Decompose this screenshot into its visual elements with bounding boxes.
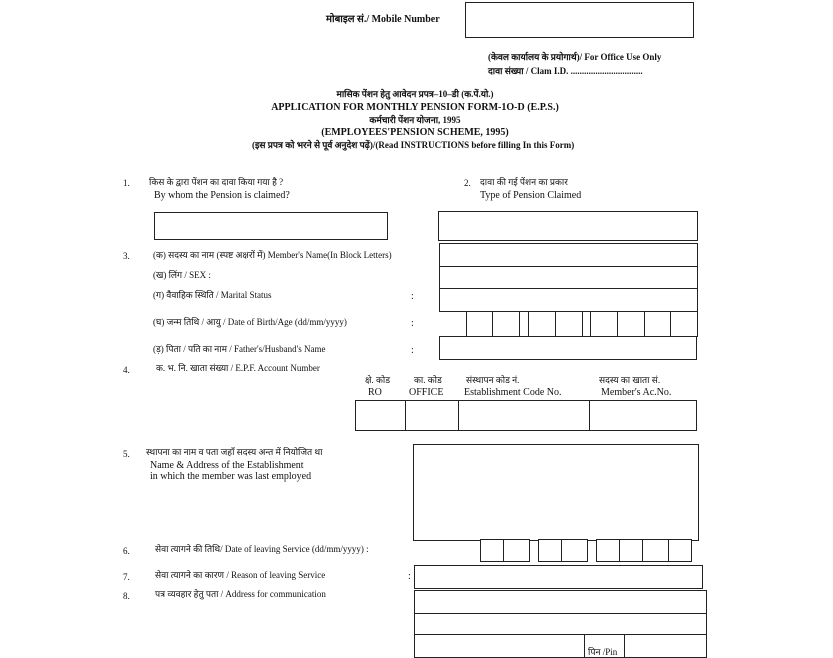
establishment-header: Establishment Code No.: [464, 387, 562, 398]
dob-cell[interactable]: [670, 311, 698, 337]
establishment-address-input[interactable]: [413, 444, 699, 541]
dob-cell[interactable]: [555, 311, 583, 337]
member-name-label: (क) सदस्य का नाम (स्पष्ट अक्षरों में) Member's Name(In Block Letters): [153, 250, 392, 260]
mobile-number-label: मोबाइल सं./ Mobile Number: [326, 14, 440, 25]
dob-cell[interactable]: [492, 311, 520, 337]
dob-colon: :: [411, 318, 414, 329]
father-name-label: (ड़) पिता / पति का नाम / Father's/Husband's Name: [153, 344, 326, 354]
leaving-reason-colon: :: [408, 571, 411, 582]
father-name-input[interactable]: [439, 336, 697, 360]
marital-colon: :: [411, 291, 414, 302]
ro-code-input[interactable]: [355, 400, 406, 431]
address-line-2-input[interactable]: [414, 613, 707, 635]
q5-number: 5.: [123, 449, 130, 459]
claim-id-label: दावा संख्या / Clam I.D. ................................: [488, 66, 643, 76]
leaving-date-label: सेवा त्यागने की तिथि/ Date of leaving Service (dd/mm/yyyy) :: [155, 544, 369, 554]
scheme-title-hindi: कर्मचारी पेंशन योजना, 1995: [369, 115, 461, 125]
q6-number: 6.: [123, 546, 130, 556]
mobile-number-input[interactable]: [465, 2, 694, 38]
dob-cell[interactable]: [617, 311, 645, 337]
pin-label: पिन /Pin: [588, 647, 618, 657]
establishment-header-hindi: संस्थापन कोड नं.: [466, 375, 520, 385]
pin-input[interactable]: [624, 634, 707, 658]
leaving-date-cell[interactable]: [596, 539, 620, 562]
q4-number: 4.: [123, 365, 130, 375]
dob-cell[interactable]: [644, 311, 671, 337]
leaving-date-cell[interactable]: [642, 539, 669, 562]
dob-cell[interactable]: [590, 311, 618, 337]
member-ac-header: Member's Ac.No.: [601, 387, 672, 398]
leaving-reason-label: सेवा त्यागने का कारण / Reason of leaving Service: [155, 570, 326, 580]
address-line-3-input[interactable]: [414, 634, 585, 658]
pension-claimed-by-input[interactable]: [154, 212, 388, 240]
epf-account-label: क. भ. नि. खाता संख्या / E.P.F. Account Number: [156, 363, 320, 373]
leaving-date-cell[interactable]: [561, 539, 588, 562]
leaving-date-cell[interactable]: [480, 539, 504, 562]
q1-label-hindi: किस के द्वारा पेंशन का दावा किया गया है ?: [149, 177, 284, 187]
address-line-1-input[interactable]: [414, 590, 707, 614]
dob-label: (घ) जन्म तिथि / आयु / Date of Birth/Age (dd/mm/yyyy): [153, 317, 347, 327]
leaving-reason-input[interactable]: [414, 565, 703, 589]
q1-label-english: By whom the Pension is claimed?: [154, 190, 290, 201]
establishment-code-input[interactable]: [458, 400, 590, 431]
office-use-label: (केवल कार्यालय के प्रयोगार्थ)/ For Office Use Only: [488, 52, 662, 62]
leaving-date-cell[interactable]: [538, 539, 562, 562]
address-label: पत्र व्यवहार हेतु पता / Address for communication: [155, 589, 326, 599]
ro-header: RO: [368, 387, 382, 398]
pension-type-input[interactable]: [438, 211, 698, 241]
office-header-hindi: का. कोड: [414, 375, 442, 385]
leaving-date-cell[interactable]: [619, 539, 643, 562]
dob-cell[interactable]: [528, 311, 556, 337]
q2-label-hindi: दावा की गई पेंशन का प्रकार: [480, 177, 568, 187]
pin-label-box: [584, 634, 625, 658]
establishment-address-label-1: Name & Address of the Establishment: [150, 460, 304, 471]
member-ac-header-hindi: सदस्य का खाता सं.: [599, 375, 661, 385]
office-header: OFFICE: [409, 387, 444, 398]
member-name-input[interactable]: [439, 243, 698, 267]
scheme-title-english: (EMPLOYEES'PENSION SCHEME, 1995): [321, 127, 509, 138]
q3-number: 3.: [123, 251, 130, 261]
marital-status-label: (ग) वैवाहिक स्थिति / Marital Status: [153, 290, 272, 300]
form-title-english: APPLICATION FOR MONTHLY PENSION FORM-1O-D (E.P.S.): [271, 102, 559, 113]
sex-label: (ख) लिंग / SEX :: [153, 270, 211, 280]
father-colon: :: [411, 345, 414, 356]
marital-status-input[interactable]: [439, 288, 698, 312]
q7-number: 7.: [123, 572, 130, 582]
q8-number: 8.: [123, 591, 130, 601]
leaving-date-cell[interactable]: [503, 539, 530, 562]
instructions-note: (इस प्रपत्र को भरने से पूर्व अनुदेश पढ़ें)/(Read INSTRUCTIONS before filling In this Form): [252, 140, 575, 150]
q2-number: 2.: [464, 178, 471, 188]
establishment-address-label-hindi: स्थापना का नाम व पता जहाँ सदस्य अन्त में नियोजित था: [146, 447, 323, 457]
office-code-input[interactable]: [405, 400, 459, 431]
dob-cell[interactable]: [466, 311, 493, 337]
establishment-address-label-2: in which the member was last employed: [150, 471, 312, 482]
leaving-date-cell[interactable]: [668, 539, 692, 562]
q1-number: 1.: [123, 178, 130, 188]
sex-input[interactable]: [439, 266, 698, 289]
ro-header-hindi: क्षे. कोड: [365, 375, 391, 385]
form-title-hindi: मासिक पेंशन हेतु आवेदन प्रपत्र–10–डी (क.पें.यो.): [336, 89, 494, 99]
q2-label-english: Type of Pension Claimed: [480, 190, 582, 201]
member-account-input[interactable]: [589, 400, 697, 431]
